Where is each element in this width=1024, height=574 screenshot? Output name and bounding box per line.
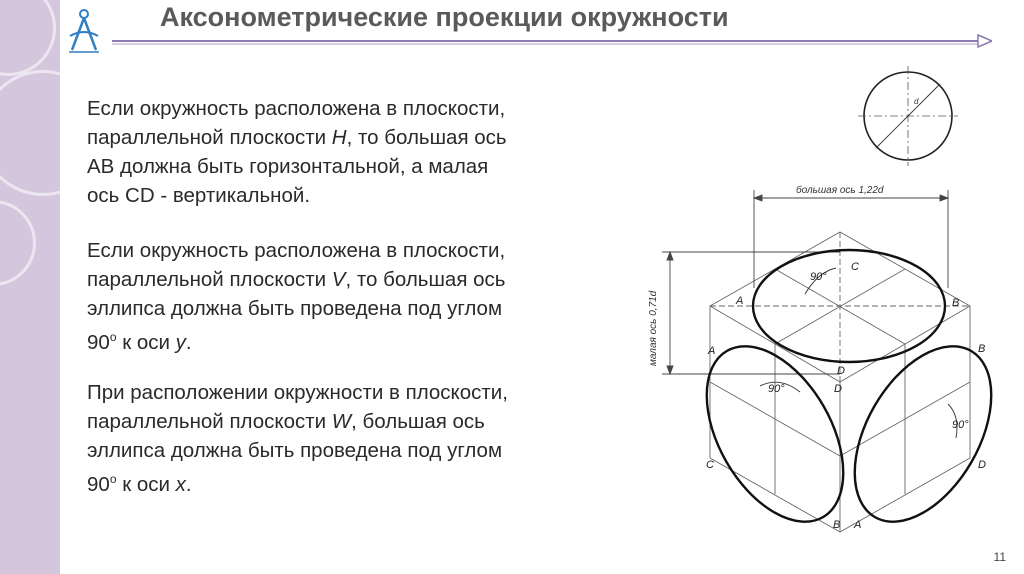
axis-name: y (175, 331, 186, 354)
point-label: B (833, 519, 841, 531)
arrowhead (940, 195, 948, 201)
decorative-ring (0, 70, 60, 196)
text-line: Если окружность расположена в плоскости, (87, 239, 506, 262)
text-span: параллельной плоскости (87, 126, 332, 149)
plane-name: H (331, 126, 347, 149)
slide-title: Аксонометрические проекции окружности (160, 2, 729, 32)
text-line (87, 265, 627, 294)
angle-label: 90° (810, 271, 827, 283)
text-span: , большая ось (351, 410, 485, 433)
angle-label: 90° (952, 419, 969, 431)
point-label: D (837, 365, 845, 377)
title-underline-arrow (112, 34, 992, 48)
major-axis-label: большая ось 1,22d (796, 185, 884, 196)
minor-axis-label: малая ось 0,71d (648, 290, 659, 366)
diameter-label: d (914, 97, 919, 106)
text-span: . (185, 473, 192, 496)
text-span: к оси (116, 331, 176, 354)
reference-circle-diagram (858, 66, 958, 166)
decorative-side-band (0, 0, 60, 574)
arrowhead (667, 252, 673, 260)
text-line: AB должна быть горизонтальной, а малая (87, 155, 489, 178)
text-line: эллипса должна быть проведена под углом (87, 297, 503, 320)
paragraph-plane-w (87, 378, 627, 499)
point-label: C (706, 459, 714, 471)
page-number: 11 (993, 550, 1006, 564)
text-line: Если окружность расположена в плоскости, (87, 97, 506, 120)
plane-name: W (331, 410, 352, 433)
ellipse-profile-plane (827, 323, 1020, 545)
arrowhead (667, 366, 673, 374)
decorative-ring (0, 200, 36, 286)
text-span: . (185, 331, 192, 354)
point-label: D (834, 383, 842, 395)
point-label: B (978, 343, 986, 355)
isometric-ellipses-diagram (630, 176, 1020, 568)
point-label: A (854, 519, 862, 531)
point-label: D (978, 459, 986, 471)
text-line (87, 323, 627, 357)
text-line: эллипса должна быть проведена под углом (87, 439, 503, 462)
compass-logo-icon (64, 6, 104, 56)
text-span: к оси (116, 473, 176, 496)
point-label: B (952, 297, 960, 309)
point-label: C (851, 261, 859, 273)
point-label: A (736, 295, 744, 307)
text-span: , то большая ось (346, 126, 507, 149)
text-span: , то большая ось (345, 268, 506, 291)
text-span: 90 (87, 331, 110, 354)
text-line (87, 123, 627, 152)
axis-name: x (175, 473, 186, 496)
text-span: параллельной плоскости (87, 410, 332, 433)
paragraph-plane-h (87, 94, 627, 210)
degree-sup: о (109, 472, 117, 486)
text-line: ось CD - вертикальной. (87, 184, 311, 207)
text-line: При расположении окружности в плоскости, (87, 381, 508, 404)
plane-name: V (331, 268, 346, 291)
text-span: 90 (87, 473, 110, 496)
decorative-ring (0, 0, 56, 76)
angle-label: 90° (768, 383, 785, 395)
text-line (87, 407, 627, 436)
text-line (87, 465, 627, 499)
degree-sup: о (109, 330, 117, 344)
point-label: A (708, 345, 716, 357)
arrowhead (754, 195, 762, 201)
paragraph-plane-v (87, 236, 627, 357)
text-span: параллельной плоскости (87, 268, 332, 291)
